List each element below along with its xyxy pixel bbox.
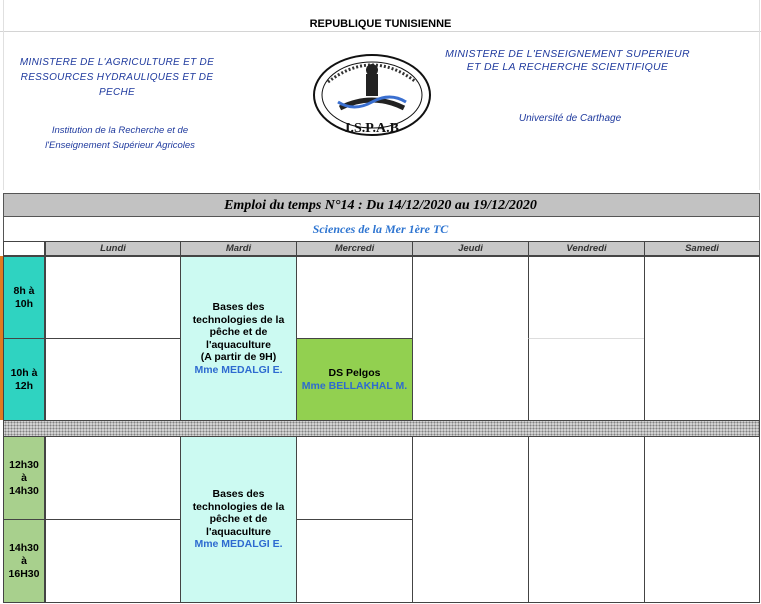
grid-line [0,31,761,32]
day-header: Jeudi [412,241,529,256]
course-teacher: Mme MEDALGI E. [194,538,283,551]
empty-cell [45,436,181,520]
course-cell [296,338,413,421]
republic-title: REPUBLIQUE TUNISIENNE [309,18,452,30]
empty-cell [45,256,181,339]
course-title: Bases des technologies de la pêche et de l'aquaculture [192,301,285,351]
day-header: Mardi [180,241,297,256]
empty-cell [45,338,181,421]
institution-name: Institution de la Recherche et de l'Enseignement Supérieur Agricoles [45,125,195,151]
ministry-education: MINISTERE DE L'ENSEIGNEMENT SUPERIEUR ET DE LA RECHERCHE SCIENTIFIQUE [445,48,690,73]
time-slot: 8h à 10h [3,256,45,339]
empty-cell [412,436,529,603]
corner-cell [3,241,45,256]
empty-cell [296,256,413,339]
schedule-subtitle: Sciences de la Mer 1ère TC [312,222,449,236]
day-header: Samedi [644,241,760,256]
empty-cell [528,256,645,339]
empty-cell [528,338,645,421]
time-slot: 10h à 12h [3,338,45,421]
schedule-title: Emploi du temps N°14 : Du 14/12/2020 au 19/12/2020 [224,198,537,213]
empty-cell [45,519,181,603]
empty-cell [528,436,645,603]
course-title: Bases des technologies de la pêche et de l'aquaculture [192,488,285,538]
empty-cell [296,436,413,520]
ispab-logo [310,52,434,138]
course-title: DS Pelgos [328,367,381,379]
time-slot: 12h30 à 14h30 [3,436,45,520]
university-name: Université de Carthage [518,113,622,124]
time-slot: 14h30 à 16H30 [3,519,45,603]
course-cell [180,256,297,421]
course-note: (A partir de 9H) [200,351,277,363]
course-cell [180,436,297,603]
empty-cell [296,519,413,603]
empty-cell [644,436,760,603]
empty-cell [644,256,760,421]
break-row [3,420,760,437]
day-header: Mercredi [296,241,413,256]
course-teacher: Mme MEDALGI E. [194,363,283,376]
day-header: Lundi [45,241,181,256]
day-header: Vendredi [528,241,645,256]
ministry-agriculture: MINISTERE DE L'AGRICULTURE ET DE RESSOURCES HYDRAULIQUES ET DE PECHE [19,57,215,98]
empty-cell [412,256,529,421]
svg-text:I.S.P.A.B: I.S.P.A.B [345,121,399,136]
course-teacher: Mme BELLAKHAL M. [301,379,408,392]
